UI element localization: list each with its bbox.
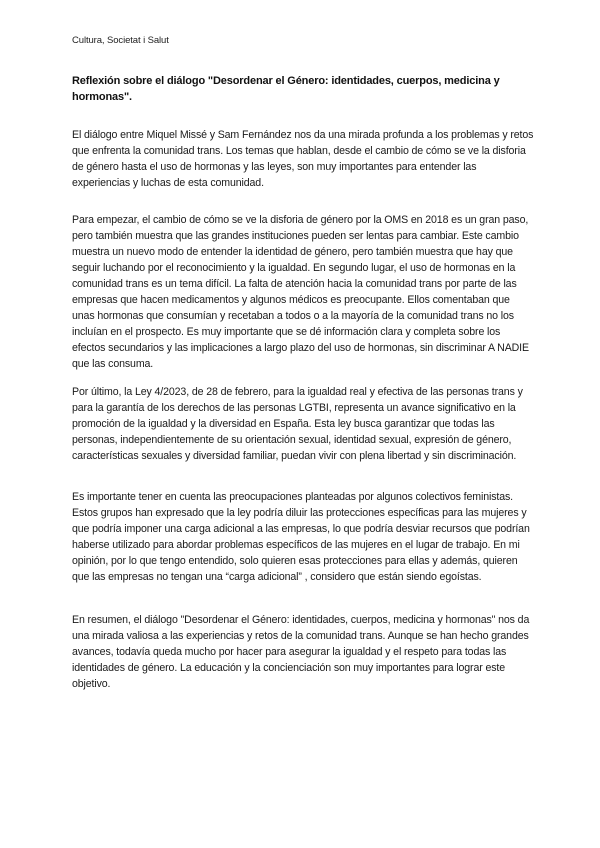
paragraph-introduction: El diálogo entre Miquel Missé y Sam Fernández nos da una mirada profunda a los problemas y retos que enfrenta la comunidad trans. Los temas que hablan, desde el cambio de cómo se ve la disforia de género hasta el uso de hormonas y las leyes, son muy importantes para entender las experiencias y luchas de esta comunidad. — [72, 129, 534, 189]
paragraph-conclusion: En resumen, el diálogo "Desordenar el Género: identidades, cuerpos, medicina y hormonas" nos da una mirada valiosa a las experiencias y retos de la comunidad trans. Aunque se han hecho grandes avances, todavía queda mucho por hacer para asegurar la igualdad y el respeto para todas las identidades de género. La educación y la concienciación son muy importantes para lograr este objetivo. — [72, 614, 530, 690]
page-header: Cultura, Societat i Salut — [72, 35, 169, 46]
document-title: Reflexión sobre el diálogo "Desordenar el Género: identidades, cuerpos, medicina y hormonas". — [72, 75, 500, 103]
paragraph-feminist-concerns: Es importante tener en cuenta las preocupaciones planteadas por algunos colectivos feministas. Estos grupos han expresado que la ley podría diluir las protecciones específicas para las mujeres y que podría imponer una carga adicional a las empresas, lo que podría desviar recursos que podrían haberse utilizado para abordar problemas específicos de las mujeres en el lugar de trabajo. En mi opinión, por lo que tengo entendido, solo quieren esas protecciones para ellas y además, quieren que las empresas no tengan una “carga adicional” , considero que están siendo egoístas. — [72, 491, 530, 583]
paragraph-law: Por último, la Ley 4/2023, de 28 de febrero, para la igualdad real y efectiva de las personas trans y para la garantía de los derechos de las personas LGTBI, representa un avance significativo en la promoción de la igualdad y la diversidad en España. Esta ley busca garantizar que todas las personas, independientemente de su orientación sexual, identidad sexual, expresión de género, características sexuales y diversidad familiar, puedan vivir con plena libertad y sin discriminación. — [72, 386, 523, 462]
paragraph-dysphoria-hormones: Para empezar, el cambio de cómo se ve la disforia de género por la OMS en 2018 es un gran paso, pero también muestra que las grandes instituciones pueden ser lentas para cambiar. Este cambio muestra un nuevo modo de entender la identidad de género, pero también muestra que hay que seguir luchando por el reconocimiento y la igualdad. En segundo lugar, el uso de hormonas en la comunidad trans es un tema difícil. La falta de atención hacia la comunidad trans por parte de las empresas que hacen medicamentos y algunos médicos es preocupante. Ellos comentaban que unas hormonas que consumían y recetaban a todos o a la mayoría de la comunidad trans no los incluían en el prospecto. Es muy importante que se dé información clara y completa sobre los efectos secundarios y las implicaciones a largo plazo del uso de hormonas, sin discriminar A NADIE que las consuma. — [72, 214, 529, 370]
